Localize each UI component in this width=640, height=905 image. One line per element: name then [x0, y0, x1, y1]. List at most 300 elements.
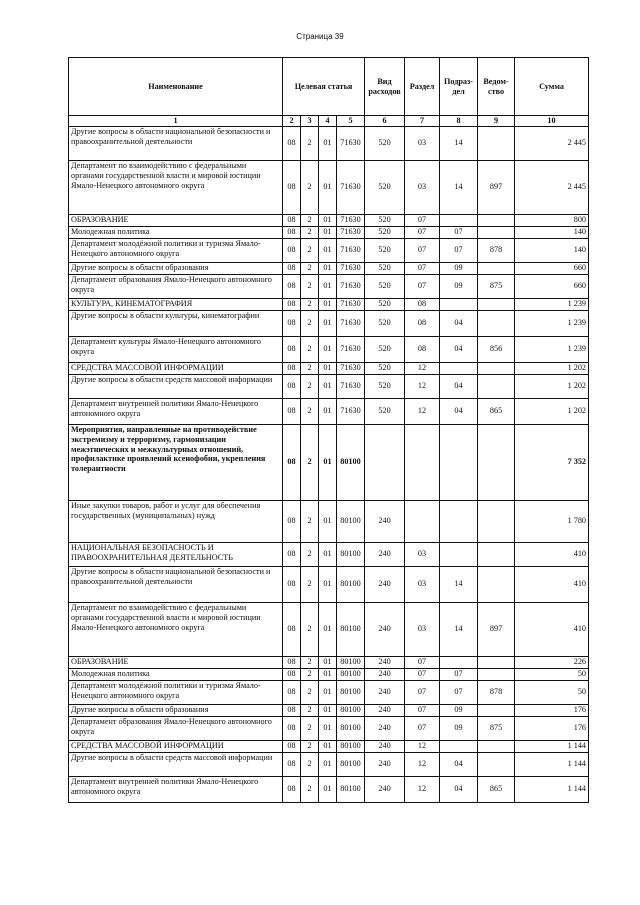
row-name: СРЕДСТВА МАССОВОЙ ИНФОРМАЦИИ — [69, 362, 283, 374]
department-cell — [478, 668, 515, 680]
sum-cell: 1 239 — [515, 298, 589, 310]
department-cell — [478, 310, 515, 336]
table-row — [69, 398, 589, 424]
subsection-cell: 04 — [440, 310, 478, 336]
target-code-4: 80100 — [337, 424, 365, 500]
sum-cell: 410 — [515, 566, 589, 602]
sum-cell: 410 — [515, 542, 589, 566]
sum-cell: 140 — [515, 238, 589, 262]
table-row — [69, 776, 589, 802]
sum-cell: 1 202 — [515, 362, 589, 374]
target-code-3: 01 — [319, 374, 337, 398]
expense-type-cell: 520 — [365, 226, 405, 238]
column-number: 5 — [337, 116, 365, 127]
target-code-4: 80100 — [337, 500, 365, 542]
expense-type-cell: 520 — [365, 310, 405, 336]
table-row — [69, 424, 589, 500]
section-cell: 08 — [405, 310, 440, 336]
sum-cell: 1 202 — [515, 374, 589, 398]
target-code-4: 80100 — [337, 776, 365, 802]
department-cell — [478, 362, 515, 374]
target-code-2: 2 — [301, 374, 319, 398]
department-cell: 897 — [478, 602, 515, 656]
sum-cell: 50 — [515, 680, 589, 704]
table-row — [69, 740, 589, 752]
expense-type-cell: 240 — [365, 602, 405, 656]
target-code-4: 71630 — [337, 238, 365, 262]
target-code-2: 2 — [301, 214, 319, 226]
target-code-3: 01 — [319, 542, 337, 566]
expense-type-cell: 520 — [365, 238, 405, 262]
department-cell — [478, 262, 515, 274]
row-name: Другие вопросы в области культуры, кинематографии — [69, 310, 283, 336]
expense-type-cell: 240 — [365, 716, 405, 740]
sum-cell: 1 239 — [515, 336, 589, 362]
target-code-4: 80100 — [337, 668, 365, 680]
target-code-4: 71630 — [337, 226, 365, 238]
department-cell — [478, 214, 515, 226]
table-row — [69, 126, 589, 160]
section-cell — [405, 500, 440, 542]
expense-type-cell: 520 — [365, 298, 405, 310]
expense-type-cell: 520 — [365, 126, 405, 160]
table-row — [69, 704, 589, 716]
target-code-2: 2 — [301, 310, 319, 336]
row-name: ОБРАЗОВАНИЕ — [69, 214, 283, 226]
target-code-3: 01 — [319, 274, 337, 298]
table-row — [69, 310, 589, 336]
sum-cell: 800 — [515, 214, 589, 226]
section-cell: 03 — [405, 126, 440, 160]
target-code-3: 01 — [319, 214, 337, 226]
target-code-4: 80100 — [337, 680, 365, 704]
target-code-3: 01 — [319, 226, 337, 238]
row-name: Другие вопросы в области образования — [69, 704, 283, 716]
column-number: 3 — [301, 116, 319, 127]
table-row — [69, 716, 589, 740]
target-code-4: 71630 — [337, 298, 365, 310]
target-code-3: 01 — [319, 160, 337, 214]
sum-cell: 1 144 — [515, 776, 589, 802]
target-code-2: 2 — [301, 160, 319, 214]
expense-type-cell: 240 — [365, 566, 405, 602]
target-code-1: 08 — [283, 668, 301, 680]
sum-cell: 2 445 — [515, 126, 589, 160]
subsection-cell: 04 — [440, 374, 478, 398]
target-code-1: 08 — [283, 716, 301, 740]
subsection-cell: 07 — [440, 668, 478, 680]
column-number-row — [69, 116, 589, 127]
department-cell — [478, 424, 515, 500]
table-row — [69, 336, 589, 362]
target-code-1: 08 — [283, 424, 301, 500]
section-cell — [405, 424, 440, 500]
department-cell: 865 — [478, 776, 515, 802]
table-row — [69, 374, 589, 398]
department-cell — [478, 740, 515, 752]
expense-type-cell — [365, 424, 405, 500]
subsection-cell — [440, 298, 478, 310]
department-cell: 897 — [478, 160, 515, 214]
department-cell: 875 — [478, 274, 515, 298]
target-code-4: 80100 — [337, 704, 365, 716]
subsection-cell — [440, 214, 478, 226]
row-name: Департамент по взаимодействию с федеральными органами государственной власти и мировой юстиции Ямало-Ненецкого автономного округа — [69, 602, 283, 656]
target-code-1: 08 — [283, 566, 301, 602]
target-code-2: 2 — [301, 680, 319, 704]
expense-type-cell: 240 — [365, 704, 405, 716]
subsection-cell: 09 — [440, 262, 478, 274]
target-code-1: 08 — [283, 752, 301, 776]
expense-type-cell: 240 — [365, 752, 405, 776]
target-code-4: 71630 — [337, 214, 365, 226]
expense-type-cell: 520 — [365, 362, 405, 374]
table-row — [69, 602, 589, 656]
department-cell — [478, 566, 515, 602]
subsection-cell: 04 — [440, 398, 478, 424]
sum-cell: 7 352 — [515, 424, 589, 500]
target-code-4: 80100 — [337, 716, 365, 740]
expense-type-cell: 240 — [365, 656, 405, 668]
target-code-3: 01 — [319, 336, 337, 362]
row-name: Другие вопросы в области средств массовой информации — [69, 752, 283, 776]
target-code-3: 01 — [319, 566, 337, 602]
table-row — [69, 226, 589, 238]
sum-cell: 50 — [515, 668, 589, 680]
section-cell: 07 — [405, 214, 440, 226]
target-code-1: 08 — [283, 374, 301, 398]
subsection-cell — [440, 362, 478, 374]
department-cell: 878 — [478, 238, 515, 262]
section-cell: 12 — [405, 776, 440, 802]
row-name: Департамент образования Ямало-Ненецкого автономного округа — [69, 716, 283, 740]
subsection-cell — [440, 424, 478, 500]
target-code-2: 2 — [301, 716, 319, 740]
target-code-3: 01 — [319, 424, 337, 500]
target-code-1: 08 — [283, 656, 301, 668]
department-cell — [478, 374, 515, 398]
section-cell: 07 — [405, 716, 440, 740]
target-code-1: 08 — [283, 310, 301, 336]
target-code-1: 08 — [283, 740, 301, 752]
target-code-1: 08 — [283, 602, 301, 656]
header-row — [69, 58, 589, 116]
column-number: 4 — [319, 116, 337, 127]
subsection-cell — [440, 542, 478, 566]
target-code-3: 01 — [319, 668, 337, 680]
target-code-2: 2 — [301, 656, 319, 668]
section-cell: 12 — [405, 362, 440, 374]
column-number: 7 — [405, 116, 440, 127]
section-cell: 07 — [405, 656, 440, 668]
target-code-2: 2 — [301, 298, 319, 310]
department-cell: 865 — [478, 398, 515, 424]
table-row — [69, 238, 589, 262]
target-code-4: 71630 — [337, 126, 365, 160]
target-code-3: 01 — [319, 704, 337, 716]
expense-type-cell: 520 — [365, 398, 405, 424]
target-code-2: 2 — [301, 226, 319, 238]
row-name: Другие вопросы в области образования — [69, 262, 283, 274]
target-code-3: 01 — [319, 398, 337, 424]
section-cell: 03 — [405, 160, 440, 214]
budget-table — [68, 57, 589, 803]
subsection-cell — [440, 740, 478, 752]
row-name: Департамент молодёжной политики и туризма Ямало-Ненецкого автономного округа — [69, 680, 283, 704]
target-code-2: 2 — [301, 752, 319, 776]
expense-type-cell: 520 — [365, 262, 405, 274]
expense-type-cell: 240 — [365, 776, 405, 802]
header-section: Раздел — [405, 58, 440, 116]
table-row — [69, 274, 589, 298]
row-name: Департамент молодёжной политики и туризма Ямало-Ненецкого автономного округа — [69, 238, 283, 262]
row-name: Департамент внутренней политики Ямало-Ненецкого автономного округа — [69, 398, 283, 424]
target-code-2: 2 — [301, 238, 319, 262]
target-code-3: 01 — [319, 740, 337, 752]
target-code-3: 01 — [319, 656, 337, 668]
target-code-2: 2 — [301, 566, 319, 602]
subsection-cell — [440, 656, 478, 668]
table-row — [69, 656, 589, 668]
expense-type-cell: 520 — [365, 274, 405, 298]
sum-cell: 1 144 — [515, 752, 589, 776]
header-department: Ведом-ство — [478, 58, 515, 116]
target-code-2: 2 — [301, 602, 319, 656]
table-row — [69, 680, 589, 704]
target-code-3: 01 — [319, 262, 337, 274]
target-code-3: 01 — [319, 238, 337, 262]
sum-cell: 1 239 — [515, 310, 589, 336]
target-code-2: 2 — [301, 542, 319, 566]
target-code-2: 2 — [301, 262, 319, 274]
department-cell: 856 — [478, 336, 515, 362]
target-code-3: 01 — [319, 310, 337, 336]
expense-type-cell: 520 — [365, 214, 405, 226]
table-row — [69, 542, 589, 566]
target-code-1: 08 — [283, 776, 301, 802]
row-name: Другие вопросы в области средств массовой информации — [69, 374, 283, 398]
target-code-2: 2 — [301, 740, 319, 752]
target-code-4: 71630 — [337, 362, 365, 374]
header-sum: Сумма — [515, 58, 589, 116]
row-name: Другие вопросы в области национальной безопасности и правоохранительной деятельности — [69, 566, 283, 602]
department-cell: 878 — [478, 680, 515, 704]
sum-cell: 226 — [515, 656, 589, 668]
subsection-cell: 04 — [440, 336, 478, 362]
target-code-4: 71630 — [337, 336, 365, 362]
row-name: Департамент внутренней политики Ямало-Ненецкого автономного округа — [69, 776, 283, 802]
row-name: Иные закупки товаров, работ и услуг для обеспечения государственных (муниципальных) нужд — [69, 500, 283, 542]
target-code-1: 08 — [283, 398, 301, 424]
section-cell: 12 — [405, 740, 440, 752]
target-code-1: 08 — [283, 226, 301, 238]
section-cell: 03 — [405, 602, 440, 656]
department-cell — [478, 656, 515, 668]
target-code-4: 80100 — [337, 542, 365, 566]
department-cell — [478, 704, 515, 716]
sum-cell: 176 — [515, 704, 589, 716]
target-code-3: 01 — [319, 500, 337, 542]
department-cell — [478, 226, 515, 238]
target-code-1: 08 — [283, 238, 301, 262]
target-code-3: 01 — [319, 298, 337, 310]
expense-type-cell: 240 — [365, 542, 405, 566]
expense-type-cell: 520 — [365, 336, 405, 362]
target-code-2: 2 — [301, 126, 319, 160]
target-code-4: 80100 — [337, 656, 365, 668]
sum-cell: 660 — [515, 262, 589, 274]
target-code-2: 2 — [301, 398, 319, 424]
target-code-1: 08 — [283, 500, 301, 542]
target-code-4: 80100 — [337, 602, 365, 656]
target-code-2: 2 — [301, 668, 319, 680]
department-cell — [478, 542, 515, 566]
target-code-3: 01 — [319, 602, 337, 656]
section-cell: 07 — [405, 668, 440, 680]
header-name: Наименование — [69, 58, 283, 116]
column-number: 10 — [515, 116, 589, 127]
target-code-4: 71630 — [337, 374, 365, 398]
section-cell: 07 — [405, 262, 440, 274]
target-code-3: 01 — [319, 362, 337, 374]
department-cell — [478, 500, 515, 542]
section-cell: 07 — [405, 226, 440, 238]
row-name: Департамент культуры Ямало-Ненецкого автономного округа — [69, 336, 283, 362]
target-code-1: 08 — [283, 680, 301, 704]
expense-type-cell: 240 — [365, 500, 405, 542]
table-row — [69, 566, 589, 602]
subsection-cell: 04 — [440, 752, 478, 776]
target-code-4: 71630 — [337, 274, 365, 298]
target-code-3: 01 — [319, 716, 337, 740]
table-row — [69, 362, 589, 374]
target-code-1: 08 — [283, 336, 301, 362]
section-cell: 12 — [405, 398, 440, 424]
sum-cell: 410 — [515, 602, 589, 656]
subsection-cell: 09 — [440, 704, 478, 716]
target-code-4: 71630 — [337, 398, 365, 424]
target-code-4: 71630 — [337, 262, 365, 274]
section-cell: 07 — [405, 704, 440, 716]
row-name: Департамент образования Ямало-Ненецкого автономного округа — [69, 274, 283, 298]
subsection-cell: 14 — [440, 160, 478, 214]
target-code-3: 01 — [319, 752, 337, 776]
sum-cell: 1 780 — [515, 500, 589, 542]
expense-type-cell: 240 — [365, 680, 405, 704]
target-code-2: 2 — [301, 424, 319, 500]
sum-cell: 1 202 — [515, 398, 589, 424]
subsection-cell: 07 — [440, 238, 478, 262]
subsection-cell: 14 — [440, 566, 478, 602]
column-number: 2 — [283, 116, 301, 127]
row-name: СРЕДСТВА МАССОВОЙ ИНФОРМАЦИИ — [69, 740, 283, 752]
section-cell: 03 — [405, 542, 440, 566]
subsection-cell: 07 — [440, 226, 478, 238]
subsection-cell: 04 — [440, 776, 478, 802]
table-row — [69, 160, 589, 214]
target-code-2: 2 — [301, 274, 319, 298]
target-code-2: 2 — [301, 776, 319, 802]
row-name: Молодежная политика — [69, 226, 283, 238]
target-code-3: 01 — [319, 776, 337, 802]
section-cell: 07 — [405, 238, 440, 262]
target-code-4: 80100 — [337, 566, 365, 602]
table-row — [69, 262, 589, 274]
row-name: Молодежная политика — [69, 668, 283, 680]
target-code-1: 08 — [283, 542, 301, 566]
header-subsection: Подраз-дел — [440, 58, 478, 116]
subsection-cell: 09 — [440, 274, 478, 298]
subsection-cell: 07 — [440, 680, 478, 704]
row-name: КУЛЬТУРА, КИНЕМАТОГРАФИЯ — [69, 298, 283, 310]
sum-cell: 140 — [515, 226, 589, 238]
expense-type-cell: 520 — [365, 374, 405, 398]
target-code-2: 2 — [301, 500, 319, 542]
column-number: 9 — [478, 116, 515, 127]
section-cell: 07 — [405, 680, 440, 704]
table-row — [69, 500, 589, 542]
sum-cell: 176 — [515, 716, 589, 740]
department-cell — [478, 126, 515, 160]
target-code-3: 01 — [319, 680, 337, 704]
subsection-cell: 14 — [440, 602, 478, 656]
row-name: Департамент по взаимодействию с федеральными органами государственной власти и мировой юстиции Ямало-Ненецкого автономного округа — [69, 160, 283, 214]
table-row — [69, 752, 589, 776]
expense-type-cell: 520 — [365, 160, 405, 214]
target-code-2: 2 — [301, 704, 319, 716]
target-code-2: 2 — [301, 362, 319, 374]
sum-cell: 660 — [515, 274, 589, 298]
section-cell: 12 — [405, 752, 440, 776]
target-code-2: 2 — [301, 336, 319, 362]
section-cell: 07 — [405, 274, 440, 298]
row-name: Другие вопросы в области национальной безопасности и правоохранительной деятельности — [69, 126, 283, 160]
target-code-4: 80100 — [337, 752, 365, 776]
column-number: 1 — [69, 116, 283, 127]
target-code-4: 71630 — [337, 310, 365, 336]
department-cell — [478, 298, 515, 310]
section-cell: 08 — [405, 298, 440, 310]
page-number: Страница 39 — [296, 32, 344, 41]
target-code-4: 71630 — [337, 160, 365, 214]
row-name: НАЦИОНАЛЬНАЯ БЕЗОПАСНОСТЬ И ПРАВООХРАНИТЕЛЬНАЯ ДЕЯТЕЛЬНОСТЬ — [69, 542, 283, 566]
target-code-3: 01 — [319, 126, 337, 160]
target-code-1: 08 — [283, 262, 301, 274]
target-code-1: 08 — [283, 214, 301, 226]
row-name: Мероприятия, направленные на противодействие экстремизму и терроризму, гармонизации межэтнических и межкультурных отношений, профилактике проявлений ксенофобии, укрепления толерантности — [69, 424, 283, 500]
table-row — [69, 668, 589, 680]
header-expense-type: Вид расходов — [365, 58, 405, 116]
target-code-1: 08 — [283, 160, 301, 214]
subsection-cell: 09 — [440, 716, 478, 740]
row-name: ОБРАЗОВАНИЕ — [69, 656, 283, 668]
section-cell: 12 — [405, 374, 440, 398]
department-cell — [478, 752, 515, 776]
table-body — [69, 126, 589, 802]
target-code-1: 08 — [283, 362, 301, 374]
section-cell: 03 — [405, 566, 440, 602]
department-cell: 875 — [478, 716, 515, 740]
expense-type-cell: 240 — [365, 668, 405, 680]
section-cell: 08 — [405, 336, 440, 362]
sum-cell: 2 445 — [515, 160, 589, 214]
sum-cell: 1 144 — [515, 740, 589, 752]
column-number: 6 — [365, 116, 405, 127]
table-row — [69, 214, 589, 226]
target-code-1: 08 — [283, 298, 301, 310]
target-code-1: 08 — [283, 126, 301, 160]
table-row — [69, 298, 589, 310]
